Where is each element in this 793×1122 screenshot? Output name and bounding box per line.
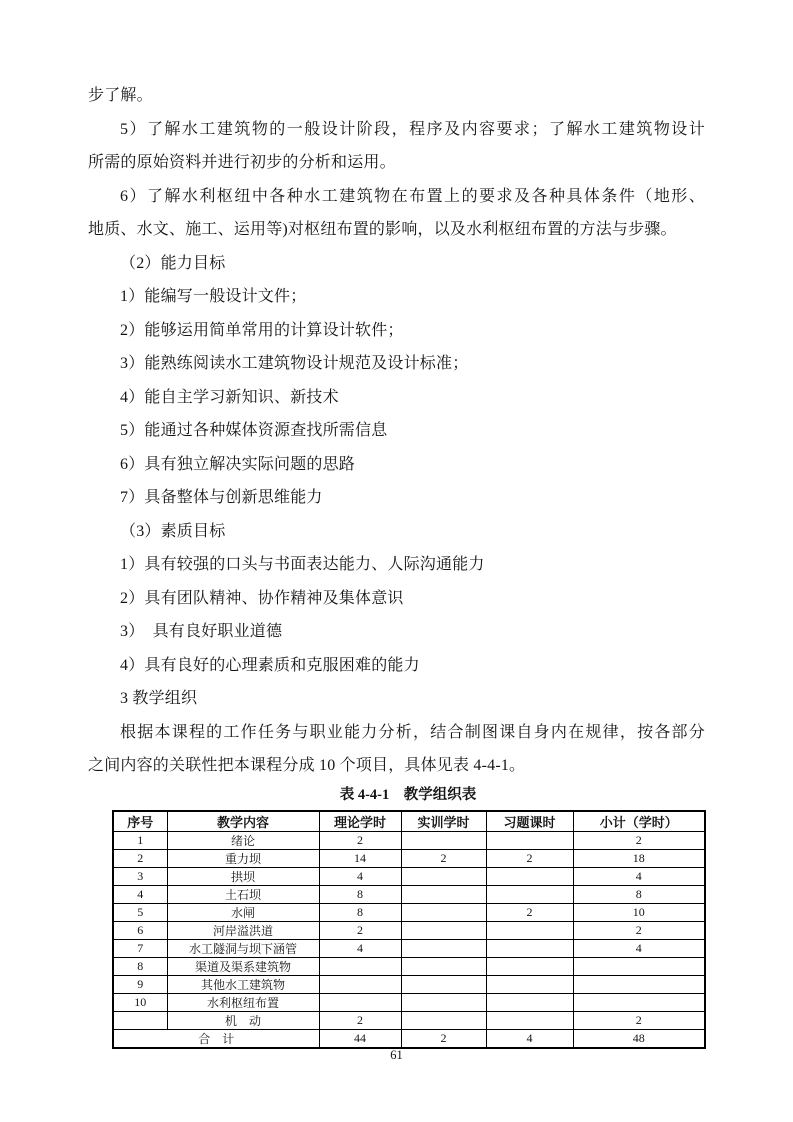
table-cell: [401, 832, 486, 850]
total-label-cell: 合 计: [113, 1030, 319, 1049]
body-line: 根据本课程的工作任务与职业能力分析，结合制图课自身内在规律，按各部分: [120, 723, 705, 741]
table-row: [113, 922, 705, 940]
table-cell: 8: [319, 886, 401, 904]
table-cell: 8: [573, 886, 705, 904]
page-number: 61: [390, 1048, 403, 1062]
table-header-cell: 序号: [113, 811, 167, 832]
table-cell: 拱坝: [167, 868, 319, 886]
table-cell: [401, 1012, 486, 1030]
table-header-cell: 习题课时: [486, 811, 573, 832]
table-cell: 14: [319, 850, 401, 868]
table-cell: [401, 886, 486, 904]
table-cell: 4: [319, 868, 401, 886]
table-header-cell: 教学内容: [167, 811, 319, 832]
table-row: [113, 976, 705, 994]
table-cell: [486, 1012, 573, 1030]
table-row: [113, 904, 705, 922]
table-cell: [319, 976, 401, 994]
table-cell: [401, 904, 486, 922]
table-header-cell: 理论学时: [319, 811, 401, 832]
table-row: [113, 832, 705, 850]
table-cell: 2: [486, 850, 573, 868]
table-cell: 河岸溢洪道: [167, 922, 319, 940]
table-cell: 2: [319, 922, 401, 940]
table-cell: 水闸: [167, 904, 319, 922]
body-line: 2）能够运用简单常用的计算设计软件；: [120, 321, 404, 339]
table-cell: 10: [113, 994, 167, 1012]
table-cell: 2: [573, 1012, 705, 1030]
table-cell: [573, 994, 705, 1012]
table-cell: [486, 868, 573, 886]
table-row: [113, 994, 705, 1012]
table-cell: [486, 922, 573, 940]
table-cell: 10: [573, 904, 705, 922]
table-cell: [401, 976, 486, 994]
body-line: 3） 具有良好职业道德: [120, 623, 283, 640]
teaching-organization-table: [112, 810, 706, 1049]
body-line: 所需的原始资料并进行初步的分析和运用。: [88, 154, 396, 171]
body-line: （2）能力目标: [120, 254, 226, 272]
table-cell: [486, 886, 573, 904]
table-cell: [401, 868, 486, 886]
table-cell: 4: [573, 868, 705, 886]
table-cell: 5: [113, 904, 167, 922]
table-cell: 2: [113, 850, 167, 868]
table-row: [113, 886, 705, 904]
table-cell: [486, 940, 573, 958]
body-line: 3 教学组织: [120, 690, 198, 707]
table-cell: 重力坝: [167, 850, 319, 868]
table-cell: 2: [319, 832, 401, 850]
table-row: [113, 1012, 705, 1030]
body-line: 5）了解水工建筑物的一般设计阶段，程序及内容要求；了解水工建筑物设计: [120, 120, 705, 138]
table-cell: [486, 958, 573, 976]
table-row: [113, 868, 705, 886]
table-cell: 6: [113, 922, 167, 940]
table-cell: [401, 994, 486, 1012]
body-line: 7）具备整体与创新思维能力: [120, 489, 323, 506]
table-cell: [486, 994, 573, 1012]
table-cell: 48: [573, 1030, 705, 1049]
body-line: 之间内容的关联性把本课程分成 10 个项目，具体见表 4-4-1。: [88, 757, 526, 774]
table-cell: [319, 994, 401, 1012]
table-title: 表 4-4-1 教学组织表: [339, 787, 477, 803]
table-cell: 水利枢纽布置: [167, 994, 319, 1012]
body-line: 6）了解水利枢纽中各种水工建筑物在布置上的要求及各种具体条件（地形、: [120, 187, 705, 205]
table-cell: [573, 958, 705, 976]
table-cell: 绪论: [167, 832, 319, 850]
table-cell: 9: [113, 976, 167, 994]
table-cell: 4: [113, 886, 167, 904]
body-line: （3）素质目标: [120, 522, 226, 540]
table-cell: 2: [486, 904, 573, 922]
table-cell: [319, 958, 401, 976]
table-cell: [401, 940, 486, 958]
table-cell: 渠道及渠系建筑物: [167, 958, 319, 976]
table-header-cell: 小计（学时）: [573, 811, 705, 832]
body-line: 步了解。: [88, 87, 153, 104]
table-cell: 8: [113, 958, 167, 976]
table-cell: 1: [113, 832, 167, 850]
table-cell: 44: [319, 1030, 401, 1049]
body-text: [88, 79, 705, 783]
table-cell: [401, 958, 486, 976]
table-cell: 2: [319, 1012, 401, 1030]
table-cell: 7: [113, 940, 167, 958]
table-cell: 2: [401, 850, 486, 868]
table-cell: 机 动: [167, 1012, 319, 1030]
table-cell: [401, 922, 486, 940]
table-row: [113, 850, 705, 868]
table-header-cell: 实训学时: [401, 811, 486, 832]
body-line: 1）能编写一般设计文件；: [120, 288, 307, 305]
table-cell: 4: [486, 1030, 573, 1049]
table-cell: 2: [401, 1030, 486, 1049]
body-line: 3）能熟练阅读水工建筑物设计规范及设计标准；: [120, 355, 469, 372]
table-cell: 8: [319, 904, 401, 922]
table-header-row: [113, 811, 705, 832]
table-cell: 水工隧洞与坝下涵管: [167, 940, 319, 958]
table-cell: [573, 976, 705, 994]
table-cell: 2: [573, 832, 705, 850]
body-line: 地质、水文、施工、运用等)对枢纽布置的影响，以及水利枢纽布置的方法与步骤。: [88, 221, 677, 238]
table-cell: 2: [573, 922, 705, 940]
body-line: 6）具有独立解决实际问题的思路: [120, 455, 356, 473]
table-row: [113, 958, 705, 976]
table-cell: 18: [573, 850, 705, 868]
table-cell: [486, 976, 573, 994]
table-cell: [486, 832, 573, 850]
table-cell: 4: [319, 940, 401, 958]
table-row: [113, 940, 705, 958]
table-cell: 土石坝: [167, 886, 319, 904]
table-cell: [113, 1012, 167, 1030]
table-cell: 3: [113, 868, 167, 886]
table-total-row: [113, 1030, 705, 1049]
body-line: 4）能自主学习新知识、新技术: [120, 388, 339, 406]
table-cell: 4: [573, 940, 705, 958]
table-cell: 其他水工建筑物: [167, 976, 319, 994]
body-line: 1）具有较强的口头与书面表达能力、人际沟通能力: [120, 556, 485, 573]
body-line: 2）具有团队精神、协作精神及集体意识: [120, 589, 404, 607]
body-line: 4）具有良好的心理素质和克服困难的能力: [120, 656, 420, 674]
body-line: 5）能通过各种媒体资源查找所需信息: [120, 422, 388, 439]
